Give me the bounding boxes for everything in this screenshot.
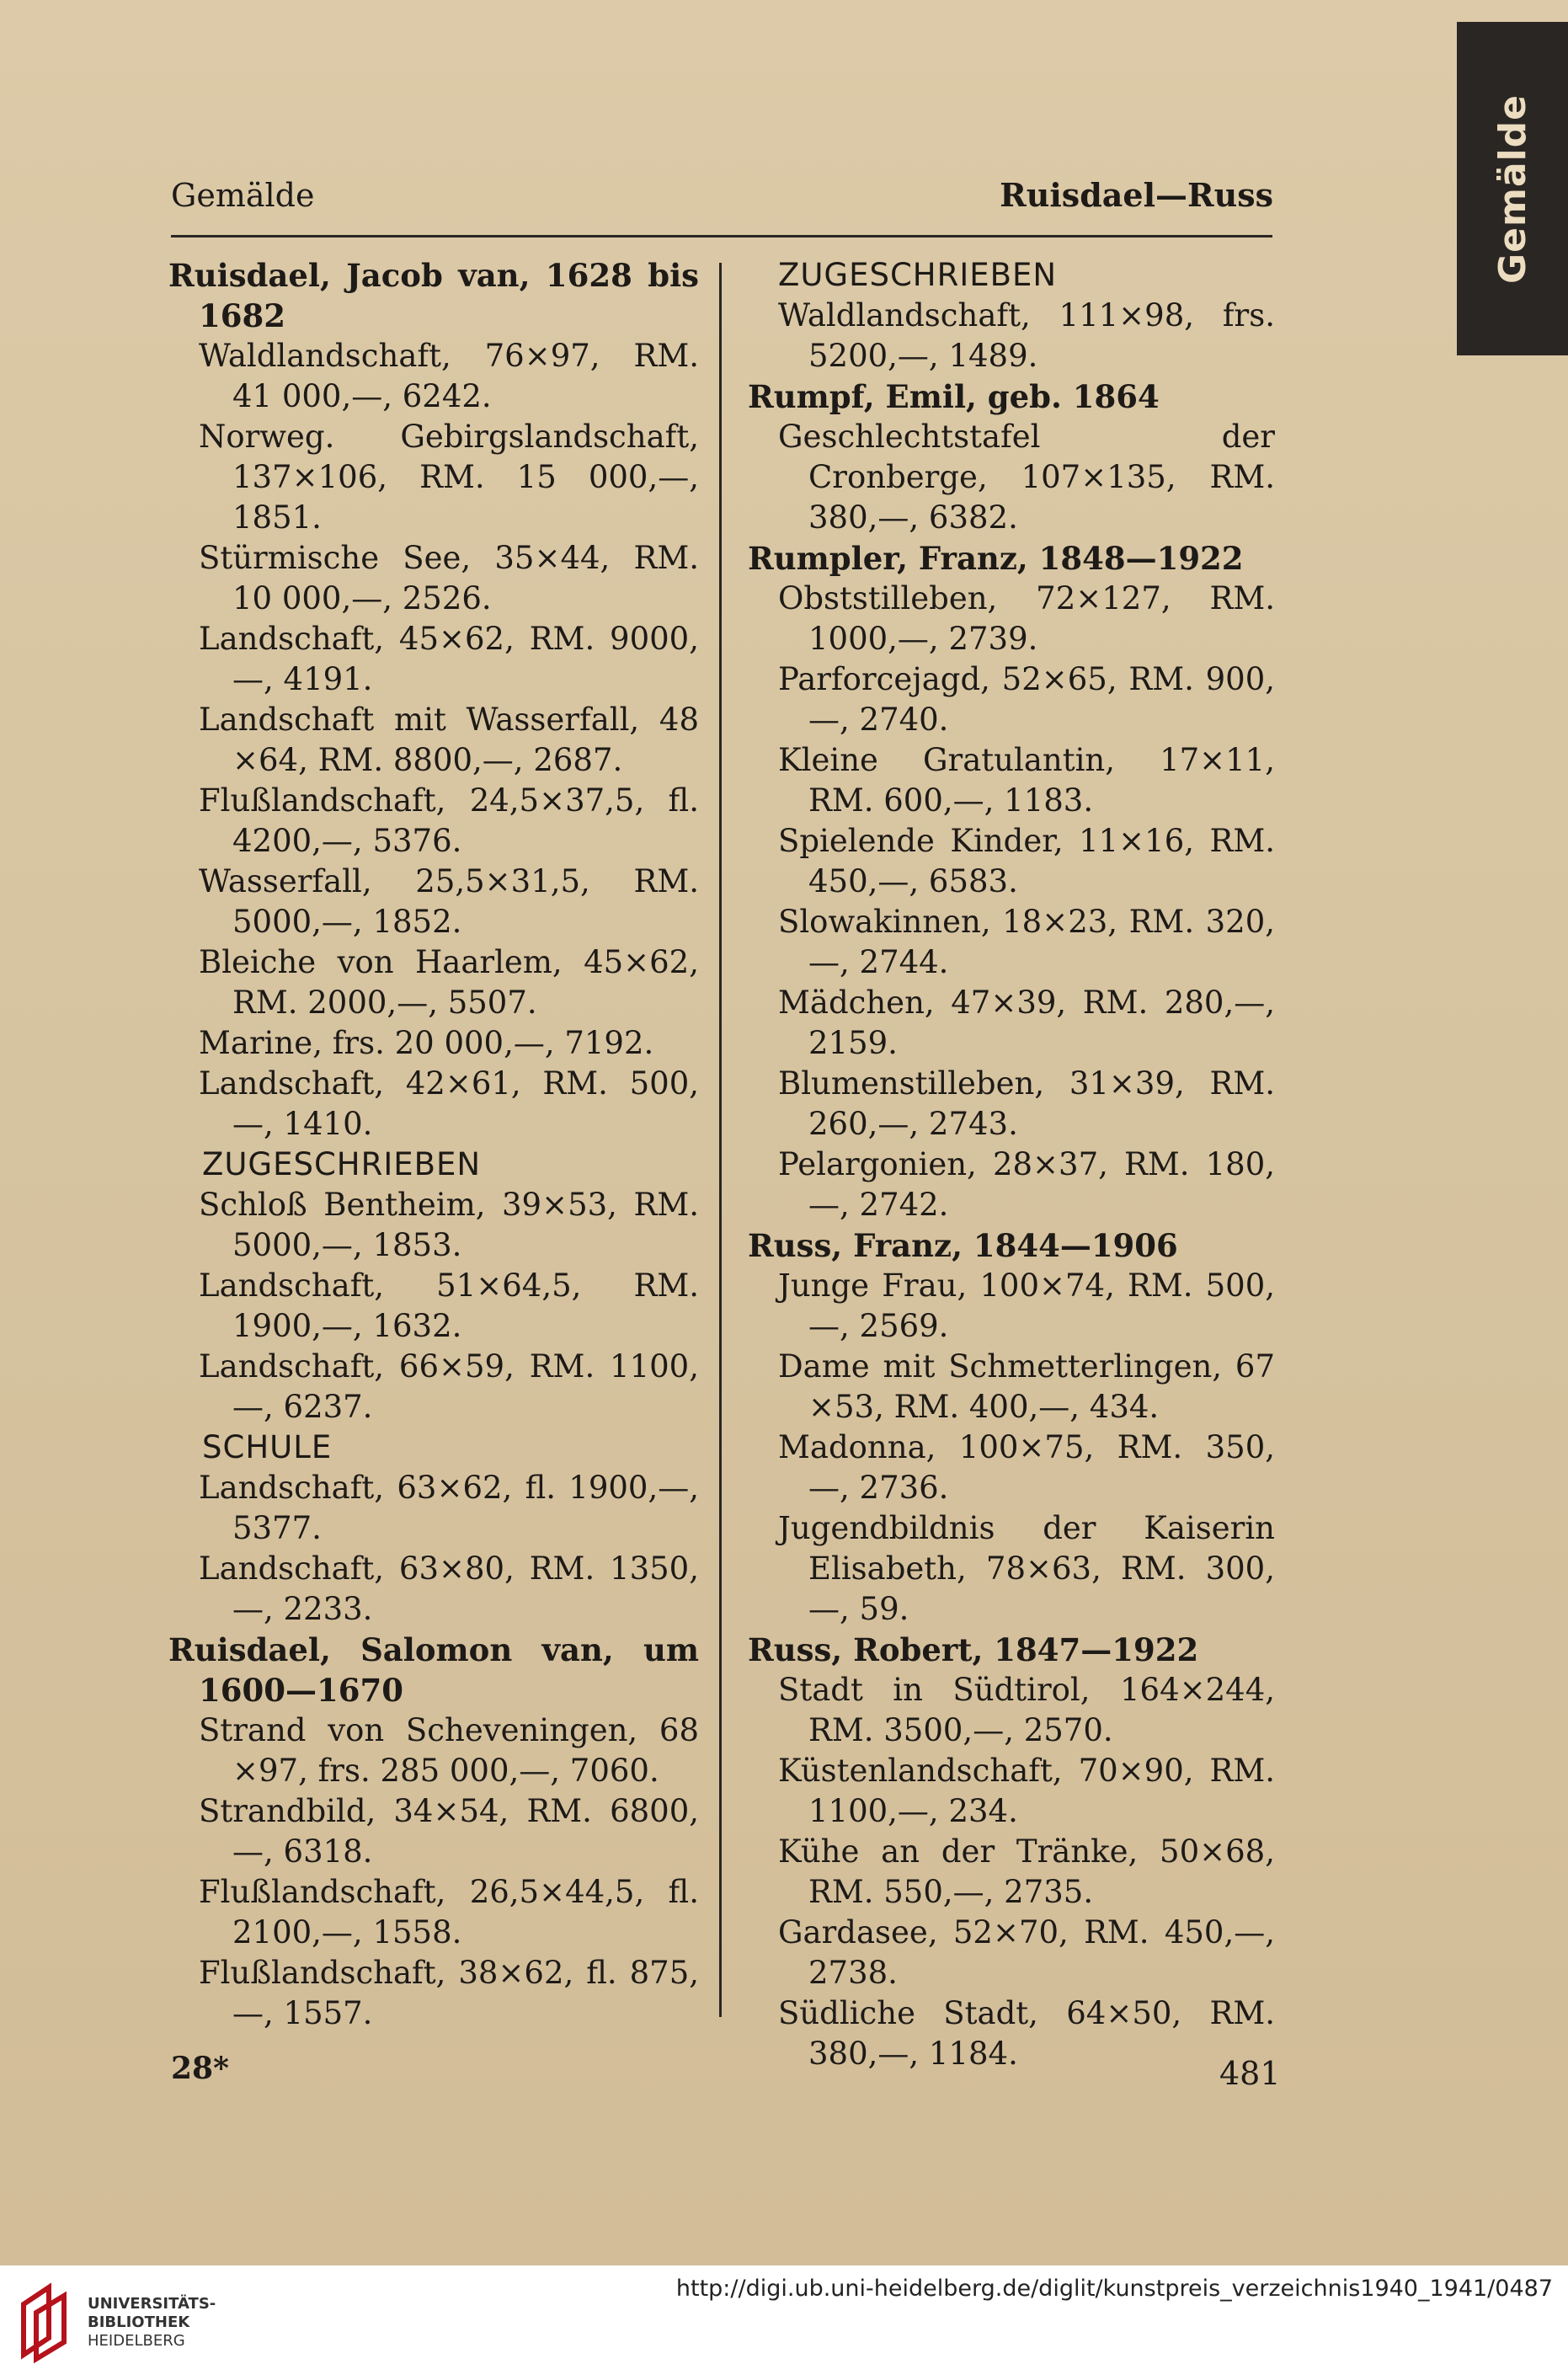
catalog-entry: Blumenstilleben, 31×39, RM. 260,—, 2743. — [778, 1065, 1275, 1142]
header-rule — [171, 235, 1272, 237]
column-divider — [719, 263, 722, 2017]
catalog-entry: Stürmische See, 35×44, RM. 10 000,—, 2526. — [199, 540, 699, 616]
source-url[interactable]: http://digi.ub.uni-heidelberg.de/diglit/kunstpreis_verzeichnis1940_1941/0487 — [675, 2276, 1553, 2302]
section-tab — [1457, 22, 1568, 355]
artist-heading: Rumpler, Franz, 1848—1922 — [748, 540, 1244, 577]
catalog-entry: Stadt in Südtirol, 164×244, RM. 3500,—, 2570. — [778, 1672, 1275, 1748]
artist-heading: Ruisdael, Salomon van, um 1600—1670 — [168, 1631, 699, 1709]
catalog-entry: Flußlandschaft, 24,5×37,5, fl. 4200,—, 5376. — [199, 782, 699, 859]
artist-heading: Ruisdael, Jacob van, 1628 bis 1682 — [168, 257, 699, 334]
library-name — [88, 2295, 216, 2351]
left-column — [168, 255, 699, 2034]
attribution-heading: ZUGESCHRIEBEN — [202, 1146, 482, 1182]
catalog-entry: Südliche Stadt, 64×50, RM. 380,—, 1184. — [778, 1995, 1275, 2072]
artist-heading: Russ, Franz, 1844—1906 — [748, 1227, 1178, 1264]
signature-mark: 28* — [171, 2051, 229, 2086]
catalog-entry: Geschlechtstafel der Cronberge, 107×135, RM. 380,—, 6382. — [778, 419, 1275, 536]
catalog-entry: Parforcejagd, 52×65, RM. 900,—, 2740. — [778, 661, 1275, 738]
catalog-entry: Schloß Bentheim, 39×53, RM. 5000,—, 1853. — [199, 1187, 699, 1263]
catalog-entry: Obststilleben, 72×127, RM. 1000,—, 2739. — [778, 580, 1275, 657]
library-logo-icon — [15, 2279, 74, 2363]
running-header-right: Ruisdael—Russ — [1000, 176, 1273, 214]
catalog-entry: Landschaft, 45×62, RM. 9000,—, 4191. — [199, 621, 699, 697]
section-tab-label: Gemälde — [1491, 93, 1534, 284]
artist-heading: Russ, Robert, 1847—1922 — [748, 1631, 1199, 1668]
catalog-entry: Bleiche von Haarlem, 45×62, RM. 2000,—, 5507. — [199, 944, 699, 1021]
catalog-entry: Landschaft, 51×64,5, RM. 1900,—, 1632. — [199, 1267, 699, 1344]
catalog-entry: Landschaft, 63×62, fl. 1900,—, 5377. — [199, 1470, 699, 1546]
catalog-entry: Flußlandschaft, 38×62, fl. 875,—, 1557. — [199, 1955, 699, 2031]
catalog-entry: Dame mit Schmetterlingen, 67 ×53, RM. 400,—, 434. — [778, 1348, 1275, 1425]
attribution-heading: ZUGESCHRIEBEN — [778, 257, 1058, 293]
catalog-entry: Waldlandschaft, 111×98, frs. 5200,—, 1489. — [778, 297, 1275, 374]
catalog-entry: Junge Frau, 100×74, RM. 500,—, 2569. — [778, 1267, 1275, 1344]
attribution-heading: SCHULE — [202, 1429, 333, 1465]
library-line-2: BIBLIOTHEK — [88, 2313, 190, 2331]
catalog-entry: Pelargonien, 28×37, RM. 180,—, 2742. — [778, 1146, 1275, 1223]
library-line-3: HEIDELBERG — [88, 2332, 185, 2350]
catalog-entry: Wasserfall, 25,5×31,5, RM. 5000,—, 1852. — [199, 863, 699, 940]
catalog-entry: Strand von Scheveningen, 68 ×97, frs. 285 000,—, 7060. — [199, 1712, 699, 1789]
catalog-entry: Spielende Kinder, 11×16, RM. 450,—, 6583. — [778, 823, 1275, 899]
catalog-entry: Flußlandschaft, 26,5×44,5, fl. 2100,—, 1558. — [199, 1874, 699, 1950]
catalog-entry: Gardasee, 52×70, RM. 450,—, 2738. — [778, 1914, 1275, 1991]
catalog-entry: Marine, frs. 20 000,—, 7192. — [199, 1025, 654, 1061]
catalog-entry: Mädchen, 47×39, RM. 280,—, 2159. — [778, 985, 1275, 1061]
artist-heading: Rumpf, Emil, geb. 1864 — [748, 378, 1160, 415]
catalog-entry: Norweg. Gebirgslandschaft, 137×106, RM. 15 000,—, 1851. — [199, 419, 699, 536]
catalog-entry: Jugendbildnis der Kaiserin Elisabeth, 78×63, RM. 300,—, 59. — [778, 1510, 1275, 1627]
catalog-entry: Strandbild, 34×54, RM. 6800,—, 6318. — [199, 1793, 699, 1870]
library-line-1: UNIVERSITÄTS- — [88, 2295, 216, 2313]
catalog-entry: Landschaft, 66×59, RM. 1100,—, 6237. — [199, 1348, 699, 1425]
right-column — [748, 255, 1275, 2074]
catalog-entry: Waldlandschaft, 76×97, RM. 41 000,—, 6242. — [199, 338, 699, 414]
catalog-entry: Kleine Gratulantin, 17×11, RM. 600,—, 1183. — [778, 742, 1275, 819]
catalog-entry: Slowakinnen, 18×23, RM. 320,—, 2744. — [778, 904, 1275, 980]
running-header-left: Gemälde — [171, 177, 315, 214]
catalog-entry: Madonna, 100×75, RM. 350,—, 2736. — [778, 1429, 1275, 1506]
catalog-entry: Landschaft, 63×80, RM. 1350,—, 2233. — [199, 1550, 699, 1627]
catalog-entry: Kühe an der Tränke, 50×68, RM. 550,—, 2735. — [778, 1833, 1275, 1910]
page-number: 481 — [1219, 2055, 1281, 2092]
catalog-entry: Küstenlandschaft, 70×90, RM. 1100,—, 234. — [778, 1753, 1275, 1829]
catalog-entry: Landschaft mit Wasserfall, 48 ×64, RM. 8800,—, 2687. — [199, 702, 699, 778]
catalog-entry: Landschaft, 42×61, RM. 500,—, 1410. — [199, 1065, 699, 1142]
